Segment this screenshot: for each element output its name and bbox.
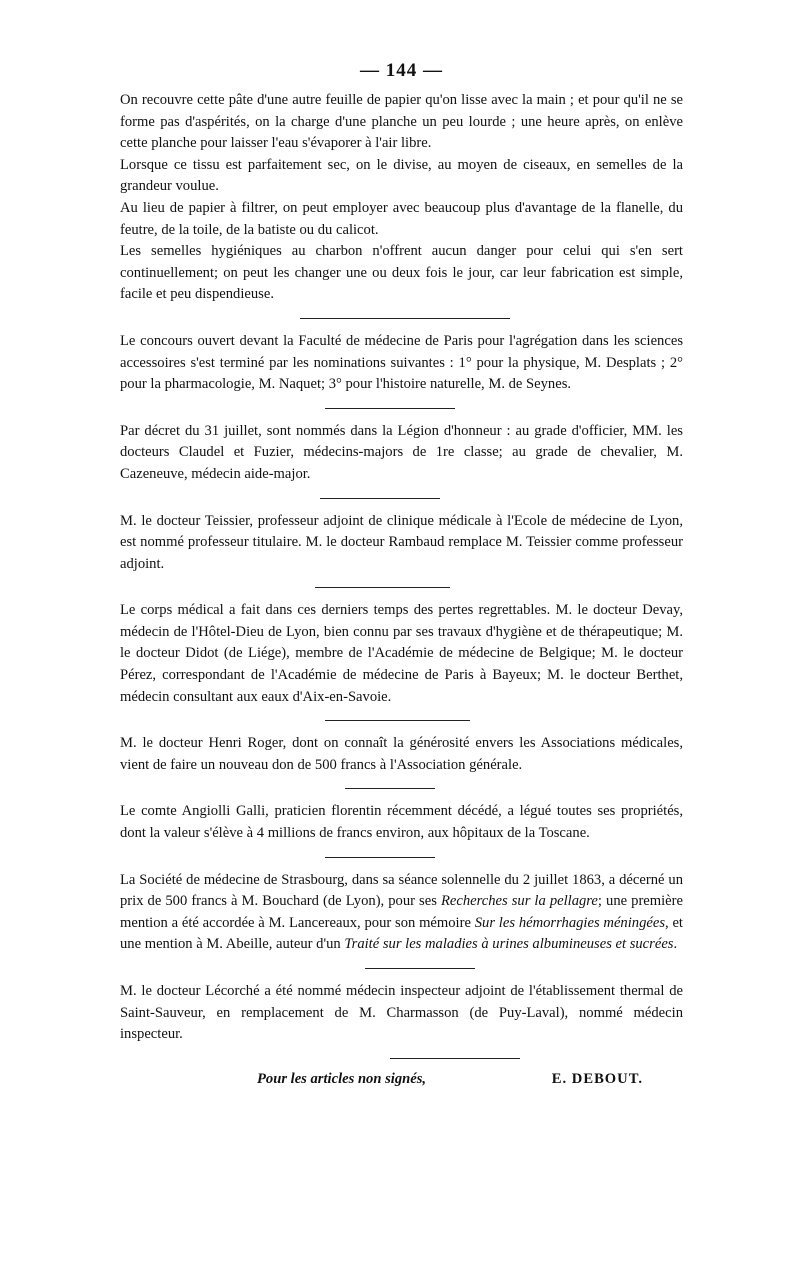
document-page (120, 60, 683, 1088)
signature-author: E. DEBOUT. (551, 1070, 643, 1087)
paragraph-text: Le comte Angiolli Galli, praticien florentin récemment décédé, a légué toutes ses propriétés, dont la valeur s'élève à 4 millions de francs environ, aux hôpitaux de la Toscane. (120, 803, 683, 842)
paragraph-text: Au lieu de papier à filtrer, on peut employer avec beaucoup plus d'avantage de la flanelle, du feutre, de la toile, de la batiste ou du calicot. (120, 199, 683, 238)
paragraph-9 (120, 733, 683, 776)
paragraph-text: M. le docteur Lécorché a été nommé médecin inspecteur adjoint de l'établissement thermal de Saint-Sauveur, en remplacement de M. Charmasson (de Puy-Laval), nommé médecin inspecteur. (120, 983, 683, 1043)
text-run: . (673, 936, 678, 953)
paragraph-7 (120, 511, 683, 576)
paragraph-text: Par décret du 31 juillet, sont nommés dans la Légion d'honneur : au grade d'officier, MM. les docteurs Claudel et Fuzier, médecins-majors de 1re classe; au grade de chevalier, M. Cazeneuve, médecin aide-major. (120, 422, 683, 482)
paragraph-text: Lorsque ce tissu est parfaitement sec, on le divise, au moyen de ciseaux, en semelles de la grandeur voulue. (120, 156, 683, 195)
text-run: ; une première mention a été accordée à M. Lancereaux, pour son mémoire (120, 893, 684, 931)
paragraph-text: M. le docteur Henri Roger, dont on connaît la générosité envers les Associations médicales, vient de faire un nouveau don de 500 francs à l'Association générale. (120, 735, 683, 773)
separator-rule (325, 720, 470, 721)
paragraph-text: Le concours ouvert devant la Faculté de médecine de Paris pour l'agrégation dans les sciences accessoires s'est terminé par les nominations suivantes : 1° pour la physique, M. Desplats ; 2° pour la pharmacologie, M. Naquet; 3° pour l'histoire naturelle, M. de Seynes. (120, 332, 683, 393)
page-number: — 144 — (360, 60, 443, 81)
separator-rule (365, 968, 475, 969)
paragraph-text: Le corps médical a fait dans ces derniers temps des pertes regrettables. M. le docteur Devay, médecin de l'Hôtel-Dieu de Lyon, bien connu par ses travaux d'hygiène et de thérapeutique; M. le docteur Didot (de Liége), membre de l'Académie de médecine de Belgique; M. le docteur Pérez, correspondant de l'Académie de médecine de Paris à Bayeux; M. le docteur Berthet, médecin consultant aux eaux d'Aix-en-Savoie. (120, 602, 683, 705)
paragraph-5 (120, 331, 683, 396)
paragraph-1 (120, 90, 683, 155)
text-run: , et une mention à M. Abeille, auteur d'un (120, 914, 683, 953)
separator-rule (325, 408, 455, 409)
paragraph-11 (120, 870, 683, 956)
separator-rule (315, 587, 450, 588)
separator-rule (320, 498, 440, 499)
paragraph-text (120, 870, 683, 956)
italic-title: Recherches sur la pellagre (440, 893, 598, 910)
text-run: La Société de médecine de Strasbourg, dans sa séance solennelle du 2 juillet 1863, a décerné un prix de 500 francs à M. Bouchard (de Lyon), pour ses (120, 871, 683, 910)
paragraph-text: Les semelles hygiéniques au charbon n'offrent aucun danger pour celui qui s'en sert continuellement; on peut les changer une ou deux fois le jour, car leur fabrication est simple, facile et peu dispendieuse. (120, 243, 683, 303)
paragraph-2 (120, 155, 683, 198)
separator-rule (300, 318, 510, 319)
paragraph-text: M. le docteur Teissier, professeur adjoint de clinique médicale à l'Ecole de médecine de Lyon, est nommé professeur titulaire. M. le docteur Rambaud remplace M. Teissier comme professeur adjoint. (120, 512, 683, 572)
separator-rule (345, 788, 435, 789)
paragraph-6 (120, 421, 683, 486)
paragraph-3 (120, 198, 683, 241)
paragraph-text: On recouvre cette pâte d'une autre feuille de papier qu'on lisse avec la main ; et pour qu'il ne se forme pas d'aspérités, on la charge d'une planche un peu lourde ; une heure après, on enlève cette planche pour laisser l'eau s'évaporer à l'air libre. (120, 92, 683, 152)
signature-line (120, 1071, 683, 1088)
paragraph-10 (120, 801, 683, 844)
paragraph-12 (120, 981, 683, 1046)
separator-rule (325, 857, 435, 858)
italic-title: Traité sur les maladies à urines albumineuses et sucrées (344, 936, 674, 953)
paragraph-8 (120, 600, 683, 708)
paragraph-4 (120, 241, 683, 306)
signature-note: Pour les articles non signés, (257, 1070, 427, 1087)
separator-rule (390, 1058, 520, 1059)
italic-title: Sur les hémorrhagies méningées (474, 914, 666, 931)
